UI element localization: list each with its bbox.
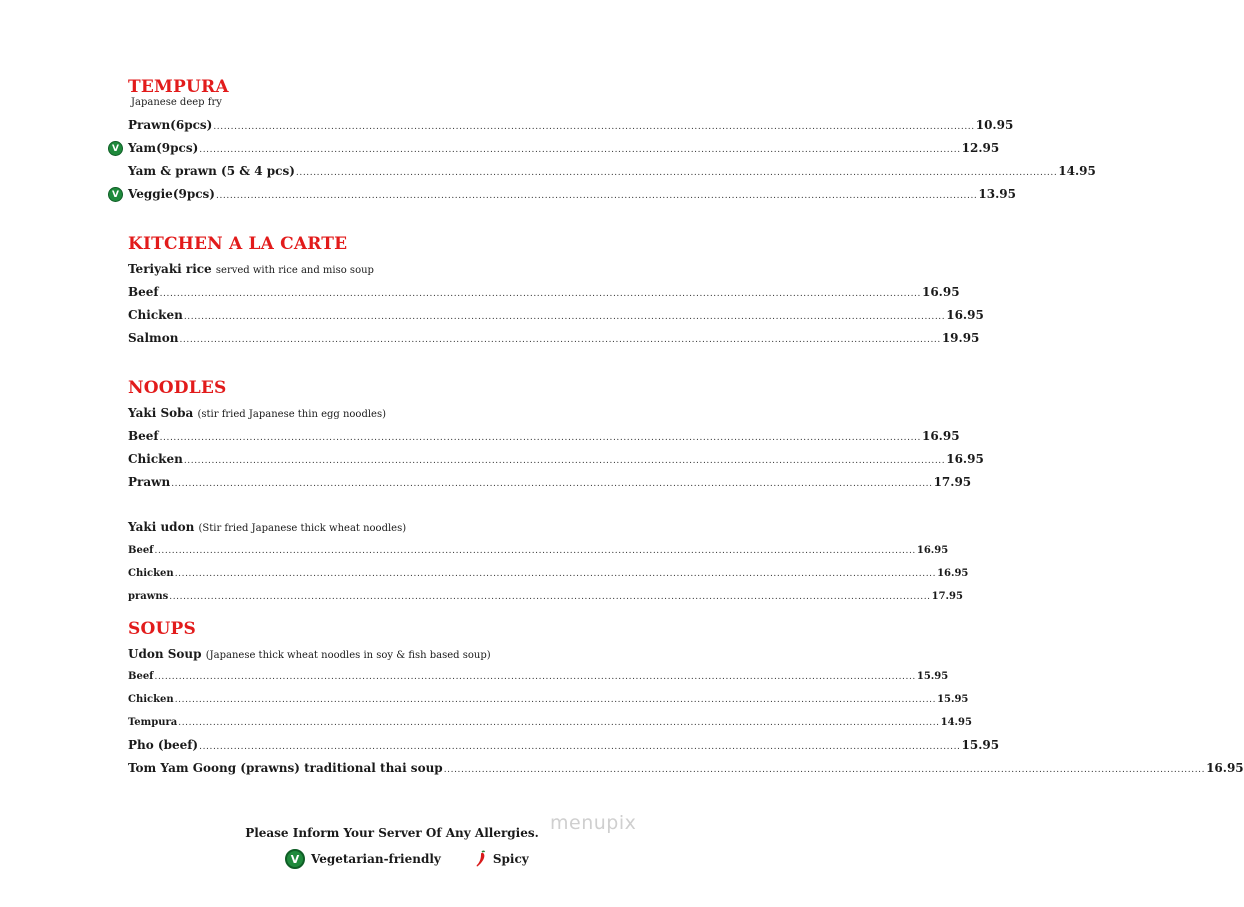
item-name: Chicken — [128, 694, 174, 705]
menu-item — [128, 452, 984, 468]
menu-item — [128, 738, 1000, 754]
tempura-heading: TEMPURA — [128, 77, 229, 97]
vegetarian-icon: V — [108, 187, 123, 202]
item-price: 16.95 — [916, 545, 949, 556]
leader-dots: ............................................................................................................................................................................................................................ — [154, 546, 916, 556]
menu-item — [128, 694, 969, 710]
item-price: 12.95 — [961, 141, 1000, 155]
leader-dots: ............................................................................................................................................................................................................................ — [443, 765, 1206, 775]
menu-item — [128, 331, 980, 347]
leader-dots: ............................................................................................................................................................................................................................ — [213, 122, 975, 132]
item-name: Beef — [128, 285, 159, 299]
allergy-note: Please Inform Your Server Of Any Allergies. — [245, 826, 539, 840]
item-price: 16.95 — [946, 452, 984, 466]
item-price: 16.95 — [946, 308, 984, 322]
item-price: 19.95 — [941, 331, 980, 345]
leader-dots: ............................................................................................................................................................................................................................ — [178, 718, 940, 728]
leader-dots: ............................................................................................................................................................................................................................ — [199, 742, 961, 752]
item-name: Chicken — [128, 452, 183, 466]
menu-item — [128, 671, 949, 687]
item-name: Beef — [128, 671, 154, 682]
leader-dots: ............................................................................................................................................................................................................................ — [183, 456, 946, 466]
menu-item — [128, 717, 972, 733]
leader-dots: ............................................................................................................................................................................................................................ — [169, 592, 931, 602]
item-price: 15.95 — [961, 738, 1000, 752]
leader-dots: ............................................................................................................................................................................................................................ — [171, 479, 933, 489]
item-price: 15.95 — [916, 671, 949, 682]
leader-dots: ............................................................................................................................................................................................................................ — [215, 191, 978, 201]
item-price: 14.95 — [940, 717, 972, 728]
item-name: Beef — [128, 545, 154, 556]
leader-dots: ............................................................................................................................................................................................................................ — [174, 569, 937, 579]
leader-dots: ............................................................................................................................................................................................................................ — [199, 145, 961, 155]
item-name: Yam(9pcs) — [128, 141, 199, 155]
legend — [285, 849, 529, 869]
item-price: 17.95 — [931, 591, 963, 602]
menu-item — [128, 141, 1000, 157]
item-name: Beef — [128, 429, 159, 443]
udon-soup-title — [128, 647, 491, 661]
vegetarian-icon: V — [285, 849, 305, 869]
group-name: Udon Soup — [128, 647, 202, 661]
item-name: Chicken — [128, 568, 174, 579]
item-name: Prawn — [128, 475, 171, 489]
menu-item — [128, 308, 984, 324]
menu-item — [128, 429, 960, 445]
menu-item — [128, 164, 1096, 180]
item-price: 14.95 — [1058, 164, 1096, 178]
group-name: Yaki udon — [128, 520, 195, 534]
soups-heading: SOUPS — [128, 619, 196, 639]
vegetarian-icon: V — [108, 141, 123, 156]
leader-dots: ............................................................................................................................................................................................................................ — [295, 168, 1058, 178]
menu-item — [128, 475, 972, 491]
item-name: prawns — [128, 591, 169, 602]
menu-item — [128, 118, 1014, 134]
legend-spicy-label: Spicy — [492, 852, 529, 866]
item-price: 10.95 — [975, 118, 1014, 132]
item-price: 16.95 — [1206, 761, 1244, 775]
item-name: Salmon — [128, 331, 179, 345]
leader-dots: ............................................................................................................................................................................................................................ — [159, 289, 921, 299]
item-price: 13.95 — [978, 187, 1016, 201]
group-name: Yaki Soba — [128, 406, 194, 420]
menu-item — [128, 591, 963, 607]
menupix-watermark: menupix — [550, 812, 637, 834]
kitchen-heading: KITCHEN A LA CARTE — [128, 234, 348, 254]
leader-dots: ............................................................................................................................................................................................................................ — [174, 695, 937, 705]
group-description: (Japanese thick wheat noodles in soy & fish based soup) — [205, 650, 491, 661]
item-name: Chicken — [128, 308, 183, 322]
group-name: Teriyaki rice — [128, 262, 212, 276]
item-price: 16.95 — [921, 285, 960, 299]
item-name: Veggie(9pcs) — [128, 187, 215, 201]
noodles-heading: NOODLES — [128, 378, 227, 398]
legend-vegetarian-label: Vegetarian-friendly — [311, 852, 441, 866]
yaki-soba-title — [128, 406, 386, 420]
group-description: (stir fried Japanese thin egg noodles) — [197, 409, 386, 420]
item-name: Pho (beef) — [128, 738, 199, 752]
item-price: 16.95 — [921, 429, 960, 443]
leader-dots: ............................................................................................................................................................................................................................ — [183, 312, 946, 322]
leader-dots: ............................................................................................................................................................................................................................ — [154, 672, 916, 682]
tempura-subtitle: Japanese deep fry — [131, 97, 222, 108]
item-name: Tempura — [128, 717, 178, 728]
item-price: 17.95 — [933, 475, 972, 489]
group-description: served with rice and miso soup — [215, 265, 374, 276]
menu-item — [128, 285, 960, 301]
menu-item — [128, 568, 969, 584]
chili-pepper-icon — [475, 850, 487, 868]
yaki-udon-title — [128, 520, 406, 534]
item-name: Yam & prawn (5 & 4 pcs) — [128, 164, 295, 178]
item-name: Prawn(6pcs) — [128, 118, 213, 132]
menu-item — [128, 761, 1244, 777]
item-name: Tom Yam Goong (prawns) traditional thai soup — [128, 761, 443, 775]
menu-item — [128, 187, 1016, 203]
item-price: 16.95 — [937, 568, 969, 579]
leader-dots: ............................................................................................................................................................................................................................ — [159, 433, 921, 443]
group-description: (Stir fried Japanese thick wheat noodles) — [198, 523, 407, 534]
teriyaki-title — [128, 262, 374, 276]
menu-item — [128, 545, 949, 561]
item-price: 15.95 — [937, 694, 969, 705]
leader-dots: ............................................................................................................................................................................................................................ — [179, 335, 941, 345]
